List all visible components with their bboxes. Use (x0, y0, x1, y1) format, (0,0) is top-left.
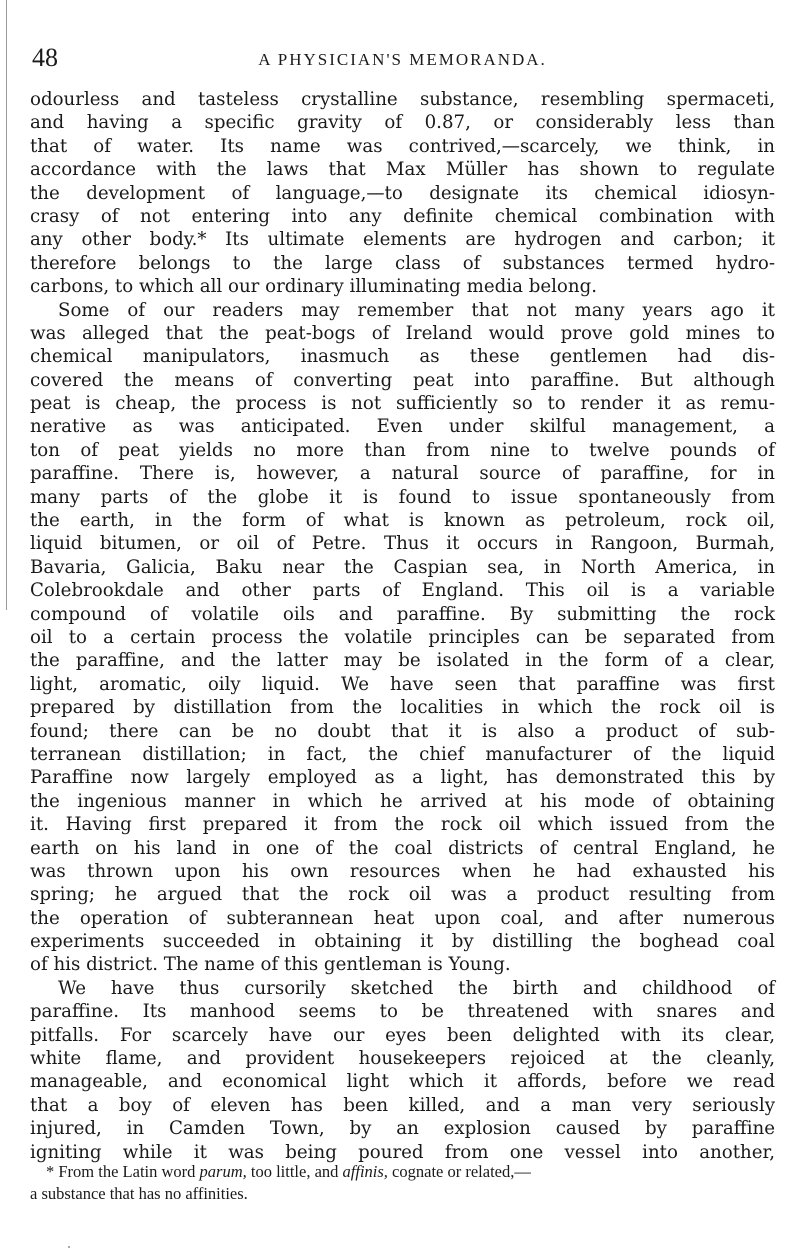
text-line: oil to a certain process the volatile principles can be separated from (30, 626, 775, 648)
footnote-term-affinis: affinis, (342, 1162, 388, 1181)
text-line: covered the means of converting peat into paraffine. But although (30, 369, 775, 391)
text-line: spring; he argued that the rock oil was a product resulting from (30, 884, 775, 906)
text-line: found; there can be no doubt that it is also a product of sub- (30, 720, 775, 742)
paragraph-start: We have thus cursorily sketched the birth and childhood of (58, 977, 775, 999)
text-line: the operation of subterannean heat upon coal, and after numerous (30, 907, 775, 929)
text-line: paraffine. Its manhood seems to be threatened with snares and (30, 1001, 775, 1023)
text-line: experiments succeeded in obtaining it by distilling the boghead coal (30, 931, 775, 953)
paper-speck (68, 1246, 70, 1248)
footnote-term-parum: parum, (199, 1162, 247, 1181)
text-line: odourless and tasteless crystalline substance, resembling spermaceti, (30, 89, 775, 110)
text-line: peat is cheap, the process is not sufficiently so to render it as remu- (30, 393, 775, 415)
text-line: terranean distillation; in fact, the chief manufacturer of the liquid (30, 743, 775, 765)
text-line: therefore belongs to the large class of substances termed hydro- (30, 252, 775, 274)
text-line: was alleged that the peat-bogs of Ireland would prove gold mines to (30, 322, 775, 344)
text-line: igniting while it was being poured from one vessel into another, (30, 1141, 775, 1163)
text-line: pitfalls. For scarcely have our eyes been delighted with its clear, (30, 1024, 775, 1046)
footnote-line: a substance that has no affinities. (30, 1184, 248, 1203)
text-line: paraffine. There is, however, a natural source of paraffine, for in (30, 463, 775, 485)
text-line: Colebrookdale and other parts of England. This oil is a variable (30, 580, 775, 602)
page-header (30, 44, 775, 72)
page-number: 48 (32, 43, 58, 72)
text-line: crasy of not entering into any definite chemical combination with (30, 205, 775, 227)
text-line: earth on his land in one of the coal districts of central England, he (30, 837, 775, 859)
footnote-middle: too little, and (250, 1162, 339, 1181)
paragraph-start: Some of our readers may remember that not many years ago it (58, 299, 775, 321)
text-line: that of water. Its name was contrived,—scarcely, we think, in (30, 135, 775, 157)
text-line: the ingenious manner in which he arrived at his mode of obtaining (30, 790, 775, 812)
footnote (30, 1161, 775, 1205)
text-line: and having a specific gravity of 0.87, or considerably less than (30, 112, 775, 134)
text-line: liquid bitumen, or oil of Petre. Thus it occurs in Rangoon, Burmah, (30, 533, 775, 555)
text-line: manageable, and economical light which it affords, before we read (30, 1071, 775, 1093)
text-line: Bavaria, Galicia, Baku near the Caspian sea, in North America, in (30, 556, 775, 578)
text-line: any other body.* Its ultimate elements are hydrogen and carbon; it (30, 229, 775, 251)
text-line: compound of volatile oils and paraffine. By submitting the rock (30, 603, 775, 625)
page-edge-line (6, 0, 7, 610)
text-line: that a boy of eleven has been killed, and a man very seriously (30, 1094, 775, 1116)
running-head: A PHYSICIAN'S MEMORANDA. (258, 50, 547, 69)
body-text (30, 88, 775, 1164)
text-line: it. Having first prepared it from the rock oil which issued from the (30, 814, 775, 836)
text-line: light, aromatic, oily liquid. We have seen that paraffine was first (30, 673, 775, 695)
text-line: injured, in Camden Town, by an explosion caused by paraffine (30, 1118, 775, 1140)
footnote-marker: * From the Latin word (46, 1162, 196, 1181)
text-line: chemical manipulators, inasmuch as these gentlemen had dis- (30, 346, 775, 368)
text-line: the development of language,—to designate its chemical idiosyn- (30, 182, 775, 204)
text-line: prepared by distillation from the localities in which the rock oil is (30, 697, 775, 719)
text-line: Paraffine now largely employed as a light, has demonstrated this by (30, 767, 775, 789)
footnote-tail: cognate or related,— (392, 1162, 531, 1181)
text-line: accordance with the laws that Max Müller has shown to regulate (30, 159, 775, 181)
text-line: nerative as was anticipated. Even under skilful management, a (30, 416, 775, 438)
text-line: the earth, in the form of what is known as petroleum, rock oil, (30, 510, 775, 532)
text-line: the paraffine, and the latter may be isolated in the form of a clear, (30, 650, 775, 672)
text-line: was thrown upon his own resources when he had exhausted his (30, 860, 775, 882)
text-line: many parts of the globe it is found to issue spontaneously from (30, 486, 775, 508)
footnote-line (30, 1161, 775, 1183)
text-line: ton of peat yields no more than from nine to twelve pounds of (30, 439, 775, 461)
text-line: white flame, and provident housekeepers rejoiced at the cleanly, (30, 1048, 775, 1070)
text-line: carbons, to which all our ordinary illuminating media belong. (30, 276, 598, 298)
text-line: of his district. The name of this gentleman is Young. (30, 954, 511, 976)
